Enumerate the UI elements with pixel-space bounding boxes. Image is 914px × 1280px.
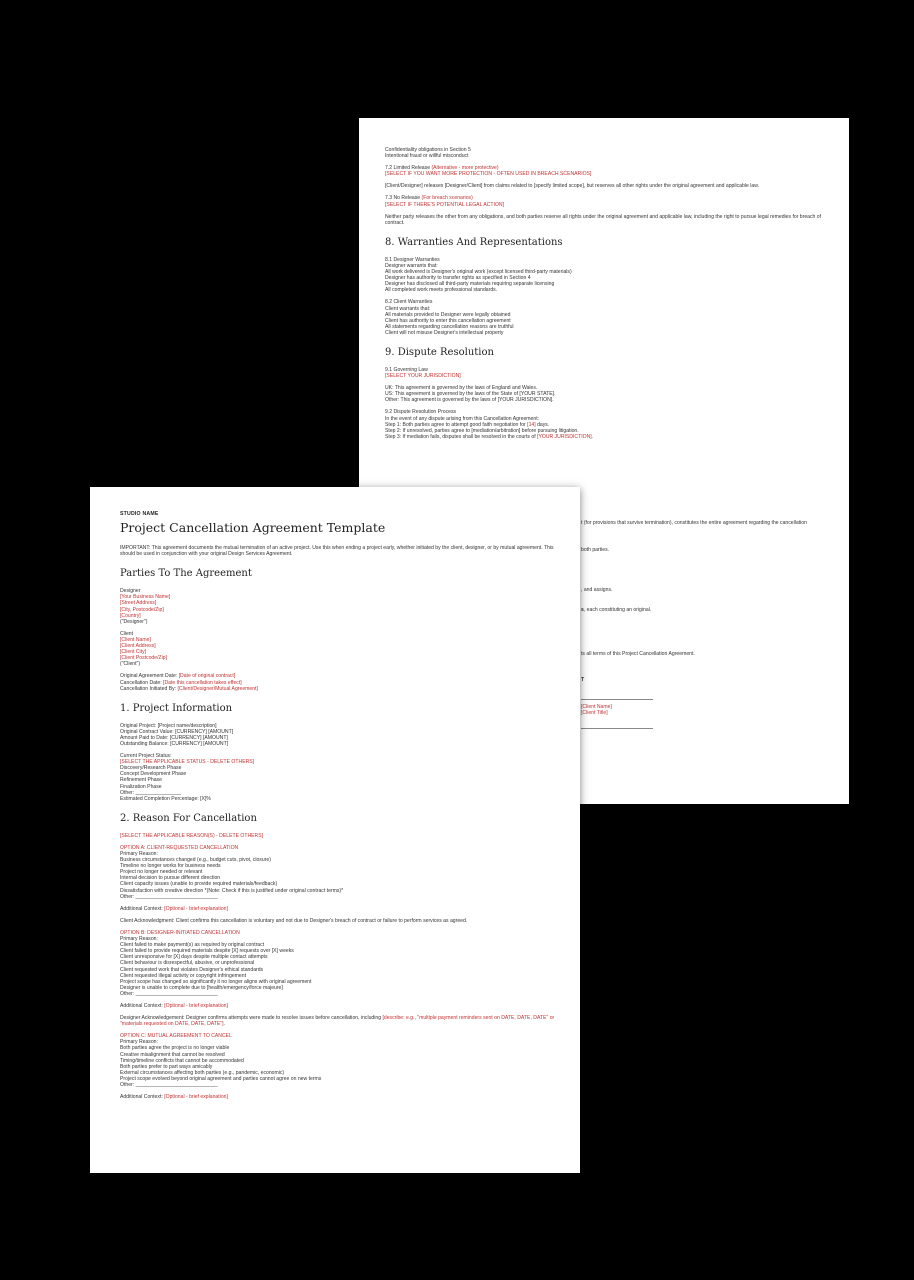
- text-line: Client requested work that violates Designer's ethical standards: [120, 966, 264, 973]
- limited-release-text: [Client/Designer] releases [Designer/Client] from claims related to [specify limited scope], but reserves all other rights under the original agreement and applicable law.: [385, 183, 760, 190]
- text-line: Primary Reason:: [120, 1039, 158, 1046]
- placeholder-field: [Country]: [120, 612, 141, 619]
- jurisdiction-options: [385, 385, 825, 403]
- text-line: 9.2 Dispute Resolution Process: [385, 409, 457, 416]
- document-page-front: [90, 487, 580, 1173]
- text-line: Confidentiality obligations in Section 5: [385, 147, 471, 153]
- page-body: [120, 511, 556, 1106]
- important-note: IMPORTANT: This agreement documents the mutual termination of an active project. Use this when ending a project early, whether initiated by the client, designer, or by mutual agreement. This should be used in conjunction with your original Design Services Agreement.: [120, 545, 554, 558]
- project-status: [120, 753, 556, 802]
- text-line: Step 1: Both parties agree to attempt good faith negotiation for [14] days.: [385, 421, 550, 428]
- text-line: Primary Reason:: [120, 851, 158, 857]
- limited-release: [385, 165, 825, 177]
- text-line: Finalization Phase: [120, 783, 162, 790]
- page-title: Project Cancellation Agreement Template: [120, 520, 386, 536]
- client-party: [120, 631, 556, 668]
- text-line: Project scope has changed so significantly it no longer aligns with original agreement: [120, 978, 312, 985]
- text-line: Other: _____________________________: [120, 893, 218, 900]
- governing-law: [385, 367, 825, 379]
- placeholder-field: [Your Business Name]: [120, 594, 171, 601]
- fragment-heading: T: [581, 677, 585, 683]
- text-line: Client failed to make payment(s) as required by original contract: [120, 942, 265, 949]
- text-line: Client will not misuse Designer's intellectual property: [385, 329, 504, 336]
- text-line: Step 2: If unresolved, parties agree to [mediation/arbitration] before pursuing litigation.: [385, 427, 579, 434]
- client-warranties: [385, 299, 825, 336]
- confidentiality-exceptions: [385, 147, 825, 159]
- text-line: Internal decision to pursue different direction: [120, 875, 221, 882]
- section-heading: 9. Dispute Resolution: [385, 346, 494, 358]
- party-tag: ("Designer"): [120, 618, 148, 625]
- text-line: 8.1 Designer Warranties: [385, 256, 440, 263]
- placeholder-field: [Client Name]: [120, 636, 151, 643]
- party-tag: ("Client"): [120, 661, 141, 668]
- party-label: Designer: [120, 588, 141, 595]
- text-line: All work delivered is Designer's original work (except licensed third-party materials): [385, 269, 572, 276]
- text-line: Designer is unable to complete due to [health/emergency/force majeure]: [120, 984, 283, 991]
- client-acknowledgment: Client Acknowledgment: Client confirms this cancellation is voluntary and not due to Designer's breach of contract or failure to perform services as agreed.: [120, 917, 468, 924]
- text-line: Original Project: [Project name/description]: [120, 722, 217, 729]
- instruction: [SELECT THE APPLICABLE STATUS - DELETE OTHERS]: [120, 759, 255, 766]
- fragment-counterparts: s, each constituting an original.: [581, 607, 652, 613]
- entire-agreement-fragment: t (for provisions that survive termination), constitutes the entire agreement regarding the cancellation: [581, 520, 807, 526]
- text-line: Intentional fraud or willful misconduct: [385, 153, 469, 160]
- text-line: Client warrants that:: [385, 305, 431, 312]
- additional-context: Additional Context: [Optional - brief explanation]: [120, 1094, 228, 1101]
- project-info: [120, 723, 556, 747]
- instruction: [SELECT IF YOU WANT MORE PROTECTION - OFTEN USED IN BREACH SCENARIOS]: [385, 171, 592, 178]
- text-line: Other: This agreement is governed by the laws of [YOUR JURISDICTION].: [385, 397, 554, 404]
- option-c: [120, 1033, 556, 1088]
- text-line: Discovery/Research Phase: [120, 765, 182, 772]
- additional-context: Additional Context: [Optional - brief explanation]: [120, 905, 228, 912]
- placeholder-field: [City, Postcode/Zip]: [120, 606, 164, 613]
- instruction: [SELECT THE APPLICABLE REASON(S) - DELETE OTHERS]: [120, 832, 264, 839]
- additional-context: Additional Context: [Optional - brief explanation]: [120, 1002, 228, 1009]
- placeholder-field: [Street Address]: [120, 600, 157, 607]
- text-line: In the event of any dispute arising from this Cancellation Agreement:: [385, 415, 540, 422]
- designer-party: [120, 588, 556, 625]
- text-line: Primary Reason:: [120, 936, 158, 943]
- placeholder-field: [Client Address]: [120, 643, 156, 650]
- no-release: [385, 195, 825, 207]
- signature-line: [581, 728, 653, 729]
- option-b: [120, 930, 556, 997]
- client-name-field: [Client Name]: [581, 704, 612, 710]
- section-heading: 8. Warranties And Representations: [385, 236, 563, 248]
- date-line: Cancellation Date: [Date this cancellation takes effect]: [120, 679, 242, 686]
- section-heading: Parties To The Agreement: [120, 568, 252, 580]
- text-line: Client has authority to enter this cancellation agreement: [385, 317, 511, 324]
- text-line: Outstanding Balance: [CURRENCY] [AMOUNT]: [120, 740, 229, 747]
- text-line: US: This agreement is governed by the laws of the State of [YOUR STATE].: [385, 391, 556, 398]
- party-label: Client: [120, 630, 134, 637]
- dispute-process: [385, 409, 825, 439]
- text-line: Both parties agree the project is no longer viable: [120, 1045, 230, 1052]
- text-line: Designer has authority to transfer rights as specified in Section 4: [385, 275, 531, 282]
- date-line: Original Agreement Date: [Date of original contract]: [120, 673, 236, 680]
- option-a: [120, 845, 556, 900]
- text-line: 9.1 Governing Law: [385, 366, 428, 373]
- text-line: Other: ________________: [120, 789, 181, 796]
- text-line: Other: _____________________________: [120, 1082, 218, 1088]
- fragment-terms: ts all terms of this Project Cancellation Agreement.: [581, 651, 695, 657]
- studio-name: STUDIO NAME: [120, 511, 159, 517]
- text-line: Amount Paid to Date: [CURRENCY] [AMOUNT]: [120, 734, 228, 741]
- instruction: [SELECT IF THERE'S POTENTIAL LEGAL ACTION]: [385, 201, 505, 208]
- text-line: All materials provided to Designer were legally obtained: [385, 311, 511, 318]
- page-body: [385, 147, 825, 446]
- text-line: Dissatisfaction with creative direction *(Note: Check if this is justified under original contract terms)*: [120, 887, 344, 894]
- date-line: Cancellation Initiated By: [Client/Designer/Mutual Agreement]: [120, 685, 258, 692]
- text-line: Timing/timeline conflicts that cannot be accommodated: [120, 1057, 244, 1064]
- text-line: Project scope evolved beyond original agreement and parties cannot agree on new terms: [120, 1075, 322, 1082]
- option-title: OPTION B: DESIGNER-INITIATED CANCELLATION: [120, 929, 240, 936]
- text-line: Client capacity issues (unable to provide required materials/feedback): [120, 881, 278, 888]
- no-release-text: Neither party releases the other from any obligations, and both parties reserve all rights under the original agreement and applicable law, including the right to pursue legal remedies for breach of contract.: [385, 213, 822, 226]
- text-line: Current Project Status:: [120, 753, 172, 760]
- section-heading: 1. Project Information: [120, 702, 233, 714]
- instruction: [SELECT YOUR JURISDICTION]: [385, 373, 461, 380]
- text-line: UK: This agreement is governed by the laws of England and Wales.: [385, 385, 538, 392]
- text-line: Business circumstances changed (e.g., budget cuts, pivot, closure): [120, 857, 271, 864]
- text-line: 8.2 Client Warranties: [385, 299, 433, 306]
- fragment-both-parties: both parties.: [581, 547, 610, 553]
- text-line: Client requested illegal activity or copyright infringement: [120, 972, 246, 979]
- text-line: Refinement Phase: [120, 777, 162, 784]
- designer-warranties: [385, 257, 825, 294]
- text-line: Designer warrants that:: [385, 262, 438, 269]
- text-line: Estimated Completion Percentage: [X]%: [120, 795, 211, 802]
- text-line: Other: _____________________________: [120, 990, 218, 997]
- text-line: Original Contract Value: [CURRENCY] [AMOUNT]: [120, 728, 234, 735]
- text-line: All statements regarding cancellation reasons are truthful: [385, 323, 514, 330]
- option-title: OPTION A: CLIENT-REQUESTED CANCELLATION: [120, 844, 239, 851]
- text-line: Timeline no longer works for business needs: [120, 863, 221, 870]
- clause-label: 7.2 Limited Release (Alternative - more protective): [385, 165, 499, 172]
- client-title-field: [Client Title]: [581, 710, 608, 716]
- clause-label: 7.3 No Release (For breach scenarios): [385, 195, 473, 202]
- agreement-dates: [120, 673, 556, 691]
- text-line: Client behaviour is disrespectful, abusive, or unprofessional: [120, 960, 255, 967]
- text-line: Both parties prefer to part ways amicably: [120, 1063, 213, 1070]
- text-line: Step 3: If mediation fails, disputes shall be resolved in the courts of [YOUR JURISDICTION].: [385, 433, 594, 440]
- fragment-assigns: , and assigns.: [581, 587, 613, 593]
- text-line: Project no longer needed or relevant: [120, 869, 203, 876]
- text-line: Designer has disclosed all third-party materials requiring separate licensing: [385, 281, 555, 288]
- option-title: OPTION C: MUTUAL AGREEMENT TO CANCEL: [120, 1033, 232, 1040]
- text-line: Client failed to provide required materials despite [X] requests over [X] weeks: [120, 948, 294, 955]
- placeholder-field: [Client Postcode/Zip]: [120, 655, 167, 662]
- signature-line: [581, 699, 653, 700]
- section-heading: 2. Reason For Cancellation: [120, 812, 257, 824]
- text-line: Creative misalignment that cannot be resolved: [120, 1051, 225, 1058]
- text-line: Concept Development Phase: [120, 771, 187, 778]
- placeholder-field: [Client City]: [120, 649, 147, 656]
- designer-acknowledgement: Designer Acknowledgement: Designer confirms attempts were made to resolve issues before cancellation, including [describe: e.g., "multiple payment reminders sent on DATE, DATE, DATE" or "materials requested on DATE, DATE, DATE"].: [120, 1015, 555, 1028]
- text-line: All completed work meets professional standards.: [385, 287, 498, 294]
- text-line: Client unresponsive for [X] days despite multiple contact attempts: [120, 954, 268, 961]
- text-line: External circumstances affecting both parties (e.g., pandemic, economic): [120, 1069, 285, 1076]
